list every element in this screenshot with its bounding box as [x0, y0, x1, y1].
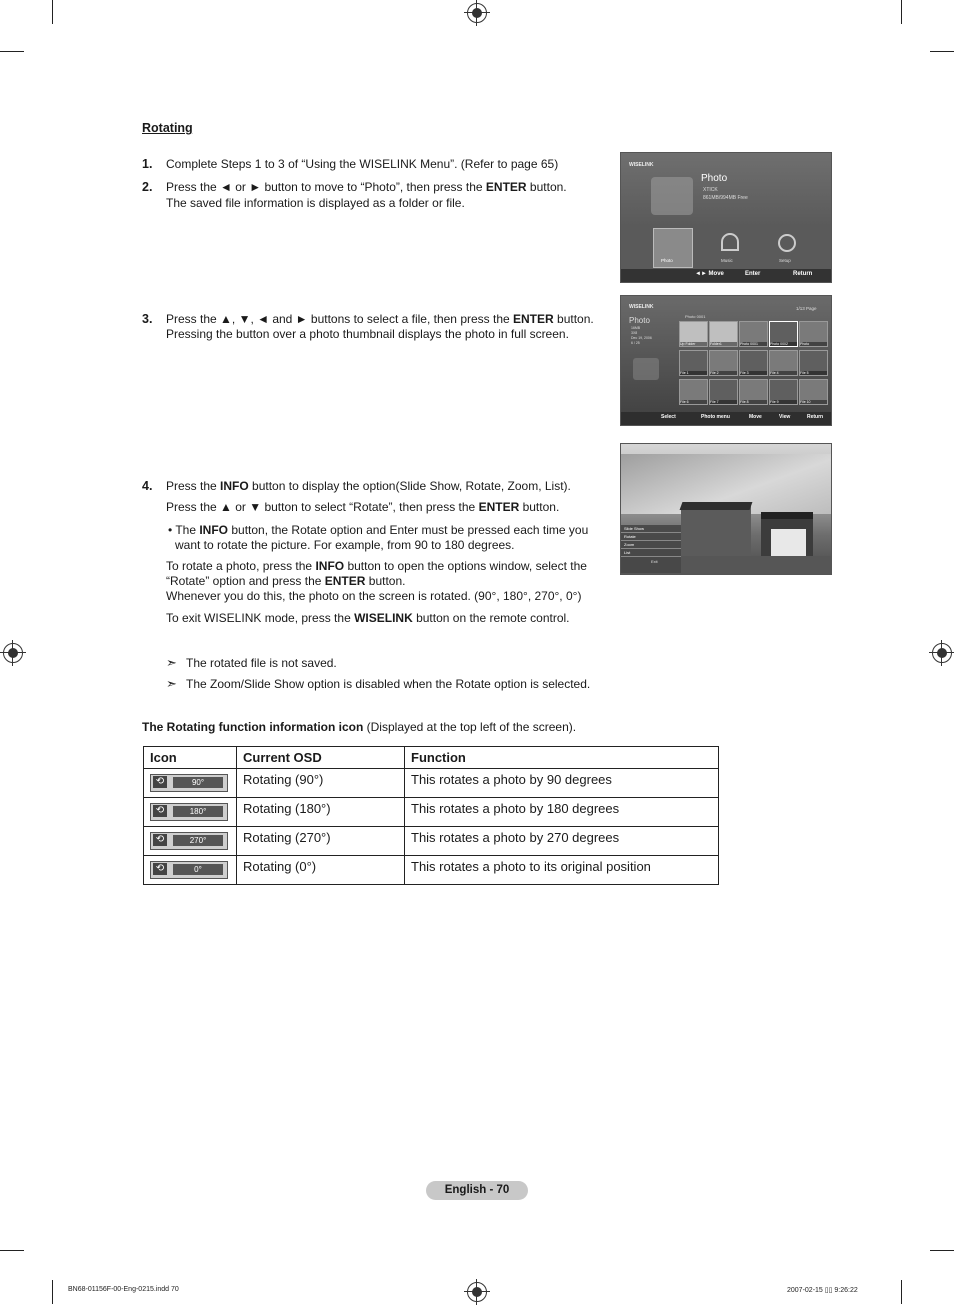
- thumbnail[interactable]: [679, 321, 708, 347]
- tab-label: Setup: [779, 258, 791, 263]
- thumbnail-label: Photo: [800, 342, 827, 346]
- headphones-icon: [721, 233, 739, 251]
- table-caption: The Rotating function information icon (Displayed at the top left of the screen).: [142, 720, 577, 734]
- thumbnail-label: Folder1: [710, 342, 737, 346]
- step-4-line: To rotate a photo, press the INFO button to open the options window, select the: [166, 559, 587, 573]
- thumbnail-label: File 6: [680, 400, 707, 404]
- nav-hint: Move: [749, 414, 762, 420]
- nav-hint: View: [779, 414, 791, 420]
- thumbnail-label: File 7: [710, 400, 737, 404]
- thumbnail[interactable]: [799, 379, 828, 405]
- table-row: ⟲ 180° Rotating (180°) This rotates a photo by 180 degrees: [144, 798, 719, 827]
- step-number: 4.: [142, 479, 153, 493]
- thumbnail-label: File 8: [740, 400, 767, 404]
- registration-mark-icon: [467, 1282, 487, 1302]
- thumbnail-label: Photo 0002: [770, 342, 797, 346]
- thumbnail[interactable]: [709, 350, 738, 376]
- camera-icon: [633, 358, 659, 380]
- step-text: Press the ▲, ▼, ◄ and ► buttons to select a file, then press the ENTER button.: [166, 312, 594, 326]
- screen-title: Photo: [701, 173, 728, 184]
- tab-photo[interactable]: [653, 228, 693, 268]
- table-row: ⟲ 270° Rotating (270°) This rotates a photo by 270 degrees: [144, 827, 719, 856]
- step-text-line2: The saved file information is displayed as a folder or file.: [166, 196, 465, 210]
- table-header: Current OSD: [237, 747, 405, 769]
- step-number: 1.: [142, 157, 153, 171]
- tab-label: Photo: [661, 258, 673, 263]
- note-arrow-icon: ➣: [166, 655, 177, 670]
- thumbnail-grid: [679, 321, 827, 407]
- step-4-line: Whenever you do this, the photo on the screen is rotated. (90°, 180°, 270°, 0°): [166, 589, 582, 603]
- thumbnail-label: File 4: [770, 371, 797, 375]
- note: ➣ The Zoom/Slide Show option is disabled when the Rotate option is selected.: [166, 676, 591, 691]
- rotate-icon: ⟲ 0°: [150, 861, 228, 879]
- options-menu: [621, 525, 681, 573]
- crop-mark: [0, 1250, 24, 1251]
- section-title: Rotating: [142, 121, 193, 135]
- footer-date: 2007-02-15 ▯▯ 9:26:22: [787, 1287, 858, 1294]
- crop-mark: [52, 1280, 53, 1304]
- step-4-line: “Rotate” option and press the ENTER button.: [166, 574, 406, 588]
- crop-mark: [930, 51, 954, 52]
- step-4-line: To exit WISELINK mode, press the WISELINK button on the remote control.: [166, 611, 570, 625]
- screenshot-wiselink-main: [620, 152, 832, 283]
- table-header: Function: [405, 747, 719, 769]
- file-info: 16MB 3X8 Dec 19, 2006 6 / 25: [631, 326, 652, 345]
- thumbnail-label: Photo 0001: [740, 342, 767, 346]
- table-header: Icon: [144, 747, 237, 769]
- rotate-icon: ⟲ 180°: [150, 803, 228, 821]
- step-4-bullet-cont: want to rotate the picture. For example, from 90 to 180 degrees.: [175, 538, 515, 552]
- thumbnail[interactable]: [799, 350, 828, 376]
- thumbnail[interactable]: [739, 321, 768, 347]
- menu-item-rotate[interactable]: Rotate: [621, 533, 681, 541]
- footer-file: BN68-01156F-00-Eng-0215.indd 70: [68, 1286, 179, 1293]
- thumbnail[interactable]: [679, 350, 708, 376]
- note-arrow-icon: ➣: [166, 676, 177, 691]
- crop-mark: [901, 0, 902, 24]
- thumbnail[interactable]: [739, 350, 768, 376]
- thumbnail-label: File 1: [680, 371, 707, 375]
- note: ➣ The rotated file is not saved.: [166, 655, 337, 670]
- gear-icon: [778, 234, 796, 252]
- step-4-bullet: • The INFO button, the Rotate option and Enter must be pressed each time you: [168, 523, 589, 537]
- screen-title: Photo: [629, 316, 650, 325]
- page-number: English - 70: [426, 1181, 528, 1200]
- tab-label: Music: [721, 258, 733, 263]
- step-number: 2.: [142, 180, 153, 194]
- step-text: Press the ◄ or ► button to move to “Photo”, then press the ENTER button.: [166, 180, 567, 194]
- thumbnail[interactable]: [739, 379, 768, 405]
- folder-label: Photo 0001: [685, 314, 706, 319]
- menu-item-slide-show[interactable]: Slide Show: [621, 525, 681, 533]
- thumbnail[interactable]: [769, 350, 798, 376]
- nav-hint: ◄► Move: [695, 271, 724, 277]
- step-4-line: Press the ▲ or ▼ button to select “Rotate”, then press the ENTER button.: [166, 500, 560, 514]
- brand-label: WISELINK: [629, 162, 654, 168]
- step-4-line: Press the INFO button to display the option(Slide Show, Rotate, Zoom, List).: [166, 479, 571, 493]
- thumbnail-label: File 10: [800, 400, 827, 404]
- thumbnail[interactable]: [679, 379, 708, 405]
- camera-icon: [651, 177, 693, 215]
- screenshot-photo-list: [620, 295, 832, 426]
- crop-mark: [52, 0, 53, 24]
- menu-item-zoom[interactable]: Zoom: [621, 541, 681, 549]
- nav-hint: Photo menu: [701, 414, 730, 420]
- registration-mark-icon: [932, 643, 952, 663]
- nav-hint: Return: [807, 414, 824, 420]
- rotate-icon: ⟲ 90°: [150, 774, 228, 792]
- registration-mark-icon: [467, 3, 487, 23]
- menu-item-list[interactable]: List: [621, 549, 681, 557]
- thumbnail-label: File 9: [770, 400, 797, 404]
- thumbnail[interactable]: [769, 321, 798, 347]
- thumbnail-label: File 2: [710, 371, 737, 375]
- free-space-label: 861MB/994MB Free: [703, 195, 748, 201]
- menu-exit[interactable]: Exit: [651, 559, 658, 564]
- thumbnail-label: File 5: [800, 371, 827, 375]
- nav-hint: Return: [793, 271, 813, 277]
- table-row: ⟲ 90° Rotating (90°) This rotates a photo by 90 degrees: [144, 769, 719, 798]
- nav-hint: Select: [661, 414, 676, 420]
- thumbnail-label: File 3: [740, 371, 767, 375]
- thumbnail[interactable]: [709, 379, 738, 405]
- screenshot-photo-options: [620, 443, 832, 575]
- step-text-line2: Pressing the button over a photo thumbnail displays the photo in full screen.: [166, 327, 569, 341]
- step-text: Complete Steps 1 to 3 of “Using the WISELINK Menu”. (Refer to page 65): [166, 157, 559, 171]
- rotation-info-table: [143, 746, 719, 885]
- rotate-icon: ⟲ 270°: [150, 832, 228, 850]
- registration-mark-icon: [3, 643, 23, 663]
- crop-mark: [901, 1280, 902, 1304]
- thumbnail-label: Up Folder: [680, 342, 707, 346]
- nav-hint: Enter: [745, 271, 761, 277]
- house-image: [681, 506, 751, 556]
- page-indicator: 1/13 Page: [796, 306, 817, 311]
- table-row: ⟲ 0° Rotating (0°) This rotates a photo to its original position: [144, 856, 719, 885]
- crop-mark: [930, 1250, 954, 1251]
- thumbnail[interactable]: [799, 321, 828, 347]
- thumbnail[interactable]: [709, 321, 738, 347]
- crop-mark: [0, 51, 24, 52]
- step-number: 3.: [142, 312, 153, 326]
- device-label: XTICK: [703, 187, 718, 193]
- thumbnail[interactable]: [769, 379, 798, 405]
- brand-label: WISELINK: [629, 304, 654, 310]
